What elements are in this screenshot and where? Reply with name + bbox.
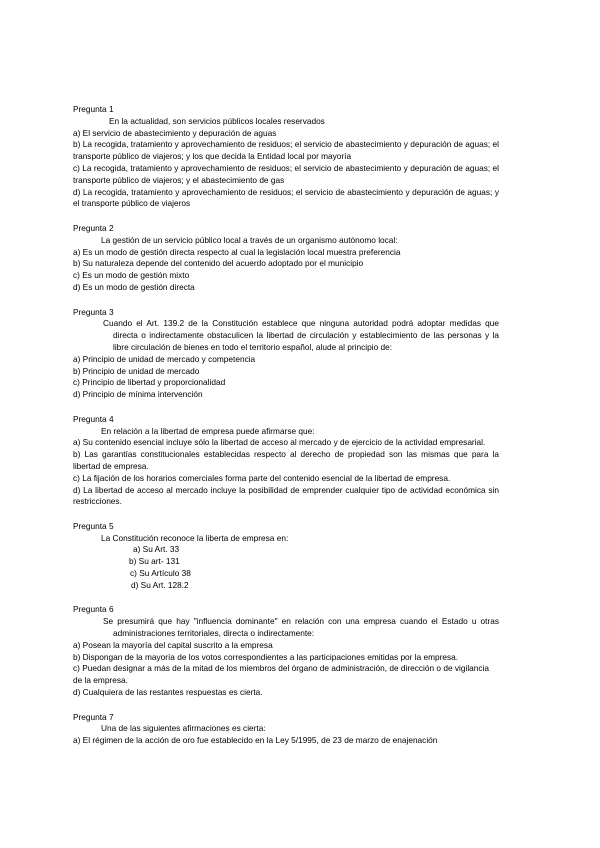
- option-a: a) Su Art. 33: [133, 544, 180, 555]
- question-stem: En relación a la libertad de empresa puede afirmarse que:: [101, 425, 315, 436]
- option-c: c) Principio de libertad y proporcionalidad: [73, 377, 226, 388]
- option-d: d) La libertad de acceso al mercado incluye la posibilidad de emprender cualquier tipo de actividad económica sin restricciones.: [73, 484, 499, 507]
- option-b: b) La recogida, tratamiento y aprovechamiento de residuos; el servicio de abastecimiento y depuración de aguas; el transporte público de viajeros; y los que decida la Entidad local por mayoría: [73, 139, 499, 162]
- question-5: [73, 521, 499, 592]
- question-title: Pregunta 1: [73, 104, 114, 114]
- question-stem: Una de las siguientes afirmaciones es cierta:: [101, 723, 266, 734]
- option-a: a) Su contenido esencial incluye sólo la libertad de acceso al mercado y de ejercicio de la actividad empresarial.: [73, 437, 486, 448]
- option-d: d) La recogida, tratamiento y aprovechamiento de residuos; el servicio de abastecimiento y depuración de aguas; y el transporte público de viajeros: [73, 186, 499, 209]
- option-b: b) Las garantías constitucionales establecidas respecto al derecho de propiedad son las mismas que para la libertad de empresa.: [73, 449, 499, 471]
- question-1: [73, 104, 499, 210]
- question-2: [73, 223, 499, 294]
- exam-document: [73, 104, 499, 760]
- option-d: d) Cualquiera de las restantes respuestas es cierta.: [73, 687, 263, 698]
- option-b: b) Su naturaleza depende del contenido del acuerdo adoptado por el municipio: [73, 258, 364, 269]
- question-7: [73, 712, 499, 747]
- question-6: [73, 604, 499, 698]
- question-title: Pregunta 4: [73, 413, 114, 424]
- option-a: a) Es un modo de gestión directa respecto al cual la legislación local muestra preferencia: [73, 246, 401, 257]
- question-4: [73, 414, 499, 508]
- option-b: b) Principio de unidad de mercado: [73, 365, 200, 376]
- option-a: a) El servicio de abastecimiento y depuración de aguas: [73, 127, 277, 138]
- question-title: Pregunta 7: [73, 711, 114, 722]
- option-c: c) Puedan designar a más de la mitad de los miembros del órgano de administración, de dirección o de vigilancia de la empresa.: [73, 663, 489, 686]
- question-stem: La gestión de un servicio público local a través de un organismo autónomo local:: [101, 234, 398, 245]
- question-3: [73, 307, 499, 401]
- option-b: b) Su art- 131: [129, 556, 180, 567]
- option-c: c) La recogida, tratamiento y aprovechamiento de residuos; el servicio de abastecimiento y depuración de aguas; el transporte público de viajeros; y el abastecimiento de gas: [73, 162, 499, 185]
- option-a: a) Posean la mayoría del capital suscrito a la empresa: [73, 639, 273, 650]
- option-c: c) Es un modo de gestión mixto: [73, 270, 190, 281]
- question-title: Pregunta 6: [73, 604, 114, 615]
- option-b: b) Dispongan de la mayoría de los votos correspondientes a las participaciones emitidas por la empresa.: [73, 651, 459, 662]
- question-stem: La Constitución reconoce la liberta de empresa en:: [101, 532, 289, 543]
- option-c: c) La fijación de los horarios comerciales forma parte del contenido esencial de la libertad de empresa.: [73, 472, 451, 483]
- option-d: d) Es un modo de gestión directa: [73, 281, 195, 292]
- option-c: c) Su Artículo 38: [130, 568, 191, 579]
- option-a: a) Principio de unidad de mercado y competencia: [73, 353, 256, 364]
- question-title: Pregunta 5: [73, 520, 114, 531]
- question-stem: Se presumirá que hay "influencia dominante" en relación con una empresa cuando el Estado u otras administraciones territoriales, directa o indirectamente:: [103, 616, 499, 639]
- option-d: d) Su Art. 128.2: [131, 579, 189, 590]
- question-title: Pregunta 2: [73, 222, 114, 233]
- question-title: Pregunta 3: [73, 306, 114, 317]
- option-d: d) Principio de mínima intervención: [73, 389, 203, 400]
- question-stem: En la actualidad, son servicios públicos locales reservados: [109, 115, 325, 126]
- option-a: a) El régimen de la acción de oro fue establecido en la Ley 5/1995, de 23 de marzo de enajenación: [73, 735, 438, 746]
- question-stem: Cuando el Art. 139.2 de la Constitución establece que ninguna autoridad podrá adoptar medidas que directa o indirectamente obstaculicen la libertad de circulación y establecimiento de las personas y la libre circulación de bienes en todo el territorio español, alude al principio de:: [103, 318, 499, 352]
